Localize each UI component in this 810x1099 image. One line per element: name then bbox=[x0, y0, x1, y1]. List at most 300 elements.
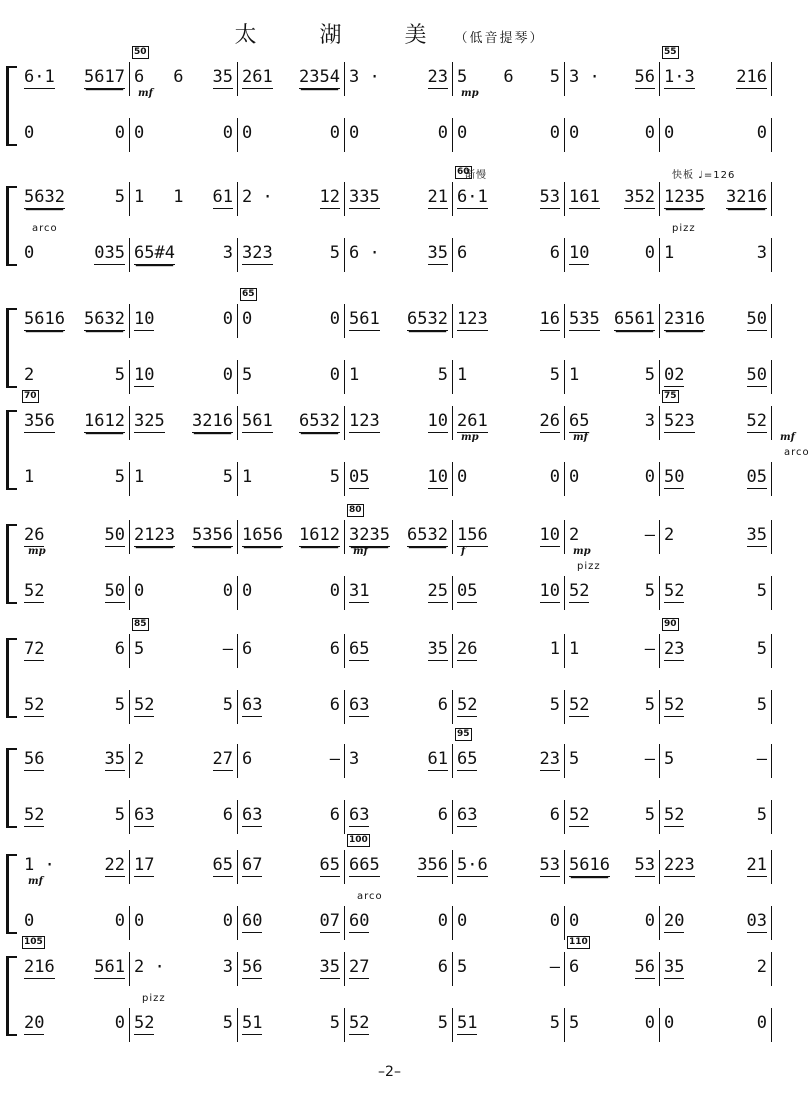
measure-notes bbox=[349, 365, 448, 385]
playing-technique: arco bbox=[784, 447, 810, 458]
measure bbox=[345, 800, 453, 834]
note-group: 5 bbox=[114, 695, 125, 715]
note-group: 0 bbox=[644, 1013, 655, 1033]
note-group: 1·3 bbox=[664, 67, 695, 87]
note-group: 356 bbox=[24, 411, 55, 431]
note-group: 6 bbox=[114, 639, 125, 659]
note-group: 52 bbox=[24, 581, 45, 601]
note-group: 35 bbox=[427, 639, 448, 659]
measure-notes bbox=[664, 855, 767, 877]
note-group: 6532 bbox=[299, 411, 340, 431]
measure bbox=[565, 1008, 660, 1042]
rehearsal-mark: 110 bbox=[569, 937, 588, 947]
note-group: 6 bbox=[242, 749, 253, 769]
note-group: 0 bbox=[24, 911, 35, 931]
note-group: 63 bbox=[134, 805, 155, 825]
note-group: 3 bbox=[644, 411, 655, 431]
measure-notes bbox=[569, 309, 655, 331]
note-group: 5 bbox=[114, 187, 125, 207]
measure bbox=[20, 238, 130, 272]
note-group: 0 bbox=[549, 123, 560, 143]
note-group: 5 bbox=[222, 695, 233, 715]
note-group: 21 bbox=[427, 187, 448, 207]
measure-notes bbox=[569, 525, 655, 545]
note-group: 51 bbox=[457, 1013, 478, 1033]
measure bbox=[238, 406, 345, 440]
note-group: 63 bbox=[242, 695, 263, 715]
dynamic-mark: mp bbox=[461, 432, 479, 443]
note-group: 27 bbox=[212, 749, 233, 769]
note-group: 0 bbox=[644, 123, 655, 143]
measure bbox=[565, 634, 660, 668]
measure-notes bbox=[24, 467, 125, 487]
dynamic-mark: mf bbox=[353, 546, 368, 557]
note-group: 0 bbox=[114, 123, 125, 143]
note-group: 5 bbox=[644, 805, 655, 825]
instrument-subtitle: （低音提琴） bbox=[454, 31, 545, 46]
measure-notes bbox=[349, 695, 448, 717]
note-group: 123 bbox=[349, 411, 380, 431]
note-group: 52 bbox=[664, 695, 685, 715]
note-group: 23 bbox=[427, 67, 448, 87]
playing-technique: arco bbox=[357, 891, 383, 902]
measure-notes bbox=[134, 855, 233, 877]
note-group: 2123 bbox=[134, 525, 175, 545]
note-group: 23 bbox=[539, 749, 560, 769]
note-group: 0 bbox=[664, 123, 675, 143]
measure bbox=[345, 906, 453, 940]
note-group: 0 bbox=[114, 911, 125, 931]
measure bbox=[660, 906, 772, 940]
measure bbox=[345, 634, 453, 668]
rehearsal-mark: 85 bbox=[134, 619, 147, 629]
measure bbox=[453, 906, 565, 940]
dynamic-mark: mf bbox=[780, 432, 795, 443]
note-group: 6 bbox=[329, 805, 340, 825]
measure bbox=[565, 462, 660, 496]
measure-notes bbox=[664, 67, 767, 89]
measure bbox=[20, 118, 130, 152]
lower-staff bbox=[20, 1008, 772, 1042]
measure-notes bbox=[242, 365, 340, 385]
note-group: 1 bbox=[569, 365, 580, 385]
note-group: 1 · bbox=[24, 855, 55, 875]
note-group: 5 bbox=[549, 695, 560, 715]
note-group: 5 bbox=[437, 365, 448, 385]
measure-notes bbox=[664, 957, 767, 979]
measure-notes bbox=[664, 309, 767, 331]
rehearsal-mark: 95 bbox=[457, 729, 470, 739]
note-group: 561 bbox=[94, 957, 125, 977]
note-group: 02 bbox=[664, 365, 685, 385]
note-group: 35 bbox=[212, 67, 233, 87]
note-group: 323 bbox=[242, 243, 273, 263]
measure bbox=[238, 238, 345, 272]
measure-notes bbox=[664, 365, 767, 387]
note-group: 5 bbox=[644, 695, 655, 715]
dynamic-mark: mf bbox=[573, 432, 588, 443]
note-group: 16 bbox=[539, 309, 560, 329]
note-group: 261 bbox=[242, 67, 273, 87]
note-group: 5 bbox=[329, 243, 340, 263]
measure bbox=[565, 238, 660, 272]
measure-notes bbox=[664, 411, 767, 433]
note-group: 26 bbox=[457, 639, 478, 659]
measure bbox=[130, 520, 238, 554]
note-group: 6 bbox=[549, 243, 560, 263]
rehearsal-mark: 60 bbox=[457, 167, 470, 177]
note-group: 0 bbox=[114, 1013, 125, 1033]
note-group: 5 bbox=[569, 749, 580, 769]
system-bracket bbox=[6, 524, 17, 604]
measure-notes bbox=[134, 309, 233, 331]
dynamic-mark: f bbox=[461, 546, 466, 557]
upper-staff bbox=[20, 304, 772, 338]
measure bbox=[345, 62, 453, 96]
note-group: 12 bbox=[319, 187, 340, 207]
note-group: 2 · bbox=[134, 957, 165, 977]
note-group: 0 bbox=[242, 123, 253, 143]
measure bbox=[130, 634, 238, 668]
measure bbox=[565, 800, 660, 834]
system-bracket bbox=[6, 66, 17, 146]
measure-notes bbox=[242, 525, 340, 547]
dynamic-mark: mf bbox=[138, 88, 153, 99]
system-bracket bbox=[6, 748, 17, 828]
system-bracket bbox=[6, 956, 17, 1036]
note-group: 6532 bbox=[407, 309, 448, 329]
note-group: 20 bbox=[664, 911, 685, 931]
measure-notes bbox=[242, 123, 340, 143]
note-group: 0 bbox=[549, 467, 560, 487]
note-group: 0 bbox=[569, 123, 580, 143]
measure bbox=[660, 182, 772, 216]
note-group: 53 bbox=[539, 855, 560, 875]
measure bbox=[453, 744, 565, 778]
measure bbox=[130, 576, 238, 610]
note-group: 56 bbox=[634, 957, 655, 977]
measure-notes bbox=[24, 581, 125, 603]
rehearsal-mark: 50 bbox=[134, 47, 147, 57]
note-group: 1 bbox=[549, 639, 560, 659]
note-group: 6 bbox=[329, 695, 340, 715]
playing-technique: 快板 ♩=126 bbox=[672, 170, 736, 181]
measure-notes bbox=[664, 243, 767, 263]
note-group: – bbox=[644, 639, 655, 659]
measure-notes bbox=[24, 639, 125, 661]
measure bbox=[130, 800, 238, 834]
measure-notes bbox=[242, 1013, 340, 1035]
note-group: 6 bbox=[437, 695, 448, 715]
upper-staff bbox=[20, 182, 772, 216]
measure bbox=[130, 952, 238, 986]
measure-notes bbox=[664, 1013, 767, 1033]
measure bbox=[345, 690, 453, 724]
measure-notes bbox=[134, 911, 233, 931]
measure-notes bbox=[134, 957, 233, 977]
title-text: 太 湖 美 bbox=[234, 23, 455, 48]
measure-notes bbox=[242, 957, 340, 979]
measure bbox=[20, 690, 130, 724]
measure-notes bbox=[457, 695, 560, 717]
measure-notes bbox=[242, 467, 340, 487]
measure bbox=[238, 1008, 345, 1042]
measure bbox=[20, 576, 130, 610]
measure bbox=[130, 406, 238, 440]
measure-notes bbox=[349, 911, 448, 933]
note-group: 2 bbox=[664, 525, 675, 545]
note-group: 52 bbox=[569, 581, 590, 601]
measure-notes bbox=[24, 365, 125, 385]
upper-staff bbox=[20, 62, 772, 96]
note-group: 56 bbox=[242, 957, 263, 977]
note-group: 56 bbox=[634, 67, 655, 87]
measure bbox=[565, 690, 660, 724]
measure bbox=[660, 462, 772, 496]
measure bbox=[130, 304, 238, 338]
note-group: 5 bbox=[437, 1013, 448, 1033]
note-group: 5 bbox=[664, 749, 675, 769]
measure bbox=[453, 576, 565, 610]
measure-notes bbox=[457, 525, 560, 547]
note-group: – bbox=[549, 957, 560, 977]
note-group: 1 bbox=[24, 467, 35, 487]
system-bracket bbox=[6, 638, 17, 718]
note-group: 1 bbox=[664, 243, 675, 263]
dynamic-mark: mp bbox=[461, 88, 479, 99]
upper-staff bbox=[20, 406, 772, 440]
measure-notes bbox=[349, 581, 448, 603]
measure-notes bbox=[349, 805, 448, 827]
measure-notes bbox=[664, 581, 767, 603]
score-system bbox=[0, 391, 810, 498]
measure-notes bbox=[569, 749, 655, 769]
measure-notes bbox=[24, 695, 125, 717]
measure-notes bbox=[349, 957, 448, 979]
measure bbox=[565, 360, 660, 394]
note-group: 2 bbox=[24, 365, 35, 385]
measure bbox=[345, 952, 453, 986]
note-group: 0 bbox=[222, 309, 233, 329]
measure bbox=[130, 238, 238, 272]
measure bbox=[565, 906, 660, 940]
measure bbox=[565, 182, 660, 216]
note-group: 10 bbox=[427, 411, 448, 431]
note-group: 63 bbox=[349, 695, 370, 715]
measure bbox=[453, 952, 565, 986]
note-group: 63 bbox=[242, 805, 263, 825]
measure-notes bbox=[242, 911, 340, 933]
note-group: 25 bbox=[427, 581, 448, 601]
measure-notes bbox=[242, 695, 340, 717]
measure bbox=[660, 1008, 772, 1042]
rehearsal-mark: 55 bbox=[664, 47, 677, 57]
measure bbox=[130, 850, 238, 884]
note-group: 5 bbox=[756, 695, 767, 715]
note-group: 17 bbox=[134, 855, 155, 875]
measure-notes bbox=[457, 67, 560, 87]
note-group: 5 bbox=[114, 467, 125, 487]
note-group: 3216 bbox=[726, 187, 767, 207]
note-group: 52 bbox=[24, 805, 45, 825]
measure-notes bbox=[134, 639, 233, 659]
note-group: 5·6 bbox=[457, 855, 488, 875]
measure-notes bbox=[24, 805, 125, 827]
measure-notes bbox=[457, 1013, 560, 1035]
measure-notes bbox=[457, 365, 560, 385]
measure-notes bbox=[349, 467, 448, 489]
measure bbox=[130, 360, 238, 394]
measure-notes bbox=[664, 187, 767, 209]
measure bbox=[565, 576, 660, 610]
note-group: 05 bbox=[457, 581, 478, 601]
note-group: 0 bbox=[329, 309, 340, 329]
note-group: 3216 bbox=[192, 411, 233, 431]
note-group: 5 bbox=[242, 365, 253, 385]
measure bbox=[238, 118, 345, 152]
measure-notes bbox=[569, 581, 655, 603]
note-group: 0 bbox=[134, 123, 145, 143]
note-group: 0 bbox=[569, 467, 580, 487]
measure bbox=[565, 62, 660, 96]
measure bbox=[565, 952, 660, 986]
note-group: 10 bbox=[539, 525, 560, 545]
note-group: 35 bbox=[427, 243, 448, 263]
note-group: 50 bbox=[746, 309, 767, 329]
measure bbox=[20, 1008, 130, 1042]
measure-notes bbox=[569, 1013, 655, 1033]
measure bbox=[453, 360, 565, 394]
note-group: 123 bbox=[457, 309, 488, 329]
measure-notes bbox=[569, 365, 655, 385]
measure-notes bbox=[24, 123, 125, 143]
rehearsal-mark: 80 bbox=[349, 505, 362, 515]
lower-staff bbox=[20, 906, 772, 940]
measure-notes bbox=[134, 695, 233, 717]
note-group: 0 bbox=[329, 123, 340, 143]
note-group: 561 bbox=[349, 309, 380, 329]
note-group: 31 bbox=[349, 581, 370, 601]
note-group: 52 bbox=[569, 695, 590, 715]
measure bbox=[20, 906, 130, 940]
upper-staff bbox=[20, 952, 772, 986]
system-bracket bbox=[6, 854, 17, 934]
measure-notes bbox=[242, 639, 340, 659]
measure bbox=[130, 690, 238, 724]
measure-notes bbox=[349, 749, 448, 771]
measure-notes bbox=[457, 805, 560, 827]
note-group: 52 bbox=[349, 1013, 370, 1033]
measure-notes bbox=[24, 749, 125, 771]
note-group: 61 bbox=[427, 749, 448, 769]
note-group: 561 bbox=[242, 411, 273, 431]
note-group: 6 bbox=[549, 805, 560, 825]
measure-notes bbox=[134, 1013, 233, 1035]
dynamic-mark: mp bbox=[28, 546, 46, 557]
measure bbox=[238, 360, 345, 394]
note-group: 0 bbox=[644, 911, 655, 931]
measure-notes bbox=[349, 411, 448, 433]
rehearsal-mark: 65 bbox=[242, 289, 255, 299]
note-group: 10 bbox=[539, 581, 560, 601]
measure bbox=[345, 118, 453, 152]
note-group: 5356 bbox=[192, 525, 233, 545]
measure bbox=[238, 690, 345, 724]
measure bbox=[453, 520, 565, 554]
note-group: 5 bbox=[134, 639, 145, 659]
playing-technique: pizz bbox=[577, 561, 601, 572]
measure bbox=[345, 182, 453, 216]
rehearsal-mark: 75 bbox=[664, 391, 677, 401]
measure-notes bbox=[349, 309, 448, 331]
measure-notes bbox=[569, 123, 655, 143]
measure bbox=[20, 744, 130, 778]
note-group: 5 bbox=[457, 957, 468, 977]
note-group: 05 bbox=[349, 467, 370, 487]
note-group: 2 bbox=[134, 749, 145, 769]
measure-notes bbox=[569, 855, 655, 877]
upper-staff bbox=[20, 520, 772, 554]
note-group: – bbox=[644, 749, 655, 769]
measure bbox=[453, 118, 565, 152]
note-group: 21 bbox=[746, 855, 767, 875]
note-group: 0 bbox=[644, 243, 655, 263]
measure bbox=[238, 576, 345, 610]
note-group: 035 bbox=[94, 243, 125, 263]
note-group: 07 bbox=[319, 911, 340, 931]
measure bbox=[453, 690, 565, 724]
measure-notes bbox=[24, 411, 125, 433]
note-group: 35 bbox=[104, 749, 125, 769]
measure-notes bbox=[457, 467, 560, 487]
measure-notes bbox=[569, 805, 655, 827]
note-group: 50 bbox=[104, 525, 125, 545]
note-group: 10 bbox=[569, 243, 590, 263]
note-group: 50 bbox=[746, 365, 767, 385]
measure bbox=[565, 850, 660, 884]
measure bbox=[660, 62, 772, 96]
measure bbox=[453, 850, 565, 884]
note-group: 6 bbox=[503, 67, 514, 87]
note-group: 53 bbox=[539, 187, 560, 207]
measure bbox=[238, 62, 345, 96]
measure-notes bbox=[457, 243, 560, 263]
note-group: 0 bbox=[329, 581, 340, 601]
note-group: 5 bbox=[756, 805, 767, 825]
note-group: 1612 bbox=[84, 411, 125, 431]
measure-notes bbox=[457, 309, 560, 331]
upper-staff bbox=[20, 634, 772, 668]
note-group: 0 bbox=[329, 365, 340, 385]
measure-notes bbox=[134, 749, 233, 771]
measure bbox=[238, 462, 345, 496]
measure-notes bbox=[664, 911, 767, 933]
note-group: 52 bbox=[569, 805, 590, 825]
measure-notes bbox=[24, 243, 125, 265]
note-group: 3 · bbox=[569, 67, 600, 87]
note-group: 1 bbox=[569, 639, 580, 659]
measure bbox=[660, 304, 772, 338]
note-group: 2316 bbox=[664, 309, 705, 329]
measure-notes bbox=[457, 187, 560, 209]
rehearsal-mark: 90 bbox=[664, 619, 677, 629]
measure-notes bbox=[569, 187, 655, 209]
score-system bbox=[0, 289, 779, 396]
measure bbox=[345, 1008, 453, 1042]
measure-notes bbox=[134, 805, 233, 827]
measure bbox=[660, 744, 772, 778]
note-group: 5632 bbox=[84, 309, 125, 329]
